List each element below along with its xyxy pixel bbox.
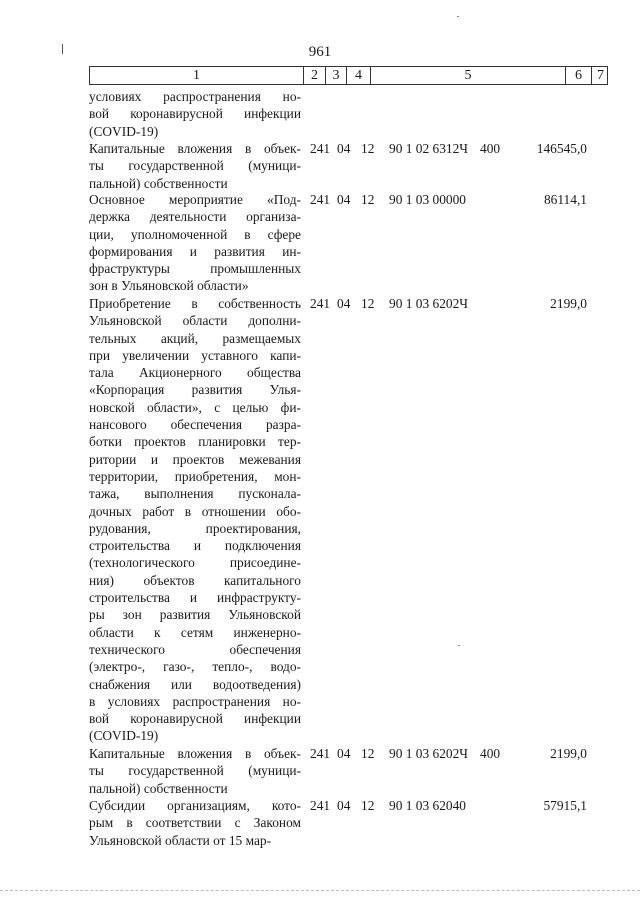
cell-target-article: 90 1 02 6312Ч: [389, 141, 469, 156]
description-line: (COVID-19): [89, 123, 159, 139]
scan-speck: [458, 645, 460, 646]
description-line: ритории и проектов межевания: [89, 451, 301, 467]
row-description: [89, 797, 301, 849]
cell-code-gr: 241: [310, 746, 331, 761]
cell-amount: 57915,1: [543, 798, 587, 813]
row-description: [89, 140, 301, 192]
description-line: ботки проектов планировки тер-: [89, 434, 301, 450]
scan-edge: [0, 890, 640, 892]
cell-amount: 2199,0: [550, 746, 587, 761]
cell-code-gr: 241: [310, 798, 331, 813]
description-line: нансового обеспечения разра-: [89, 417, 301, 433]
cell-target-article: 90 1 03 62040: [389, 798, 466, 813]
description-line: Капитальные вложения в объек-: [89, 746, 301, 761]
row-description: [89, 295, 301, 745]
cell-section: 04: [337, 746, 351, 761]
cell-code-gr: 241: [310, 296, 331, 311]
description-line: территории, приобретения, мон-: [89, 468, 301, 484]
description-line: фраструктуры промышленных: [89, 261, 301, 277]
description-line: Ульяновской области дополни-: [89, 313, 301, 329]
cell-expense-type: 400: [480, 141, 501, 156]
page-number: 961: [308, 44, 332, 60]
description-line: при увеличении уставного капи-: [89, 347, 301, 363]
scan-speck: [457, 16, 459, 17]
description-line: ты государственной (муници-: [89, 158, 301, 174]
header-col-7: 7: [597, 68, 604, 83]
description-line: Субсидии организациям, кото-: [89, 798, 301, 813]
cell-target-article: 90 1 03 6202Ч: [389, 746, 469, 761]
description-line: снабжения или водоотведения): [89, 676, 301, 692]
description-line: Приобретение в собственность: [89, 296, 301, 311]
cell-subsection: 12: [361, 192, 375, 207]
description-line: технического обеспечения: [89, 641, 301, 657]
cell-subsection: 12: [361, 746, 375, 761]
cell-section: 04: [337, 141, 351, 156]
description-line: пальной) собственности: [89, 780, 228, 796]
description-line: тажа, выполнения пусконала-: [89, 486, 301, 502]
description-line: вой коронавирусной инфекции: [89, 106, 301, 122]
description-line: пальной) собственности: [89, 175, 228, 191]
description-line: Основное мероприятие «Под-: [89, 192, 301, 207]
cell-code-gr: 241: [310, 141, 331, 156]
header-col-1: 1: [90, 67, 304, 84]
margin-mark: [62, 44, 63, 54]
description-line: новской области», с целью фи-: [89, 399, 301, 415]
description-line: вой коронавирусной инфекции: [89, 711, 301, 727]
row-description: [89, 745, 301, 797]
header-col-5: 5: [371, 67, 566, 84]
description-line: строительства и подключения: [89, 538, 301, 554]
cell-target-article: 90 1 03 6202Ч: [389, 296, 469, 311]
table-header-row: [89, 66, 608, 85]
header-col-3: 3: [326, 67, 347, 84]
cell-amount: 146545,0: [536, 141, 587, 156]
description-line: ры зон развития Ульяновской: [89, 607, 301, 623]
header-col-2: 2: [304, 67, 326, 84]
cell-target-article: 90 1 03 00000: [389, 192, 466, 207]
description-line: условиях распространения но-: [89, 89, 301, 104]
description-line: дочных работ в отношении обо-: [89, 503, 301, 519]
cell-subsection: 12: [361, 296, 375, 311]
description-line: в условиях распространения но-: [89, 693, 301, 709]
header-col-6: 6: [566, 67, 592, 84]
description-line: (технологического присоедине-: [89, 555, 301, 571]
description-line: держка деятельности организа-: [89, 209, 301, 225]
cell-section: 04: [337, 296, 351, 311]
row-description: [89, 191, 301, 295]
cell-subsection: 12: [361, 141, 375, 156]
description-line: Ульяновской области от 15 мар-: [89, 832, 272, 848]
cell-section: 04: [337, 192, 351, 207]
description-line: Капитальные вложения в объек-: [89, 141, 301, 156]
description-line: ции, уполномоченной в сфере: [89, 226, 301, 242]
cell-subsection: 12: [361, 798, 375, 813]
row-description: [89, 88, 301, 140]
description-line: области к сетям инженерно-: [89, 624, 301, 640]
cell-amount: 86114,1: [543, 192, 587, 207]
header-col-4: 4: [347, 67, 371, 84]
description-line: формирования и развития ин-: [89, 243, 301, 259]
description-line: ния) объектов капитального: [89, 572, 301, 588]
description-line: рудования, проектирования,: [89, 520, 301, 536]
description-line: тала Акционерного общества: [89, 365, 301, 381]
description-line: (электро-, газо-, тепло-, водо-: [89, 659, 301, 675]
cell-expense-type: 400: [480, 746, 501, 761]
description-line: зон в Ульяновской области»: [89, 278, 249, 294]
cell-section: 04: [337, 798, 351, 813]
cell-amount: 2199,0: [550, 296, 587, 311]
description-line: ты государственной (муници-: [89, 763, 301, 779]
description-line: (COVID-19): [89, 728, 159, 744]
description-line: рым в соответствии с Законом: [89, 815, 301, 831]
description-line: тельных акций, размещаемых: [89, 330, 301, 346]
description-line: строительства и инфраструкту-: [89, 590, 301, 606]
cell-code-gr: 241: [310, 192, 331, 207]
description-line: «Корпорация развития Улья-: [89, 382, 301, 398]
